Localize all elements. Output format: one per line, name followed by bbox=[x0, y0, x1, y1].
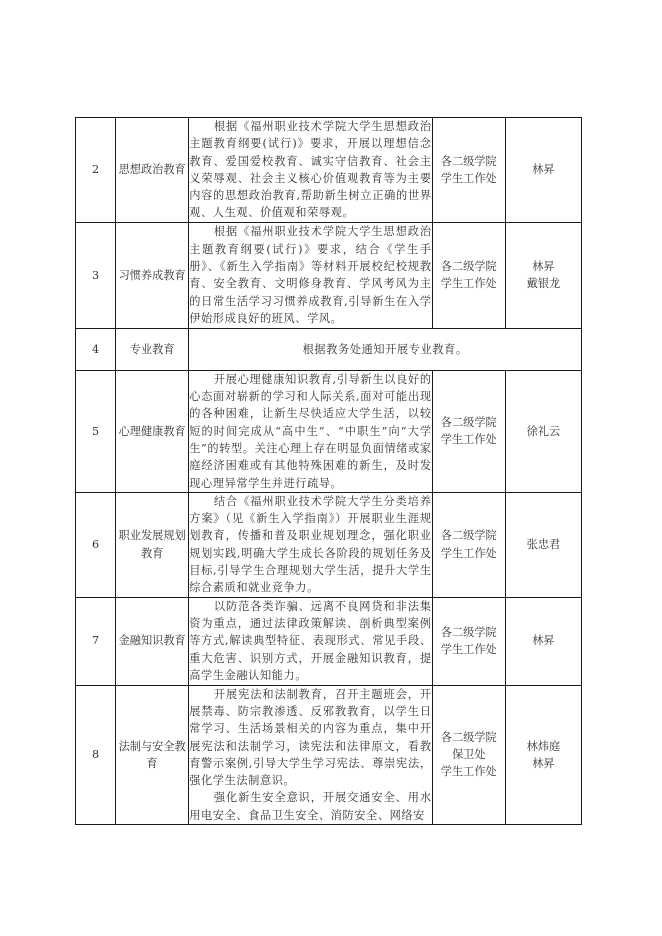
responsible-dept bbox=[432, 222, 505, 328]
table-row bbox=[76, 492, 582, 597]
merged-content: 根据教务处通知开展专业教育。 bbox=[189, 328, 582, 370]
item-content bbox=[189, 118, 432, 223]
item-content bbox=[189, 685, 432, 824]
row-number: 2 bbox=[76, 118, 116, 223]
item-name: 金融知识教育 bbox=[116, 597, 189, 685]
item-name: 心理健康教育 bbox=[116, 370, 189, 492]
table-row bbox=[76, 118, 582, 223]
item-name: 法制与安全教育 bbox=[116, 685, 189, 824]
table-row bbox=[76, 597, 582, 685]
dept-line: 各二级学院 bbox=[440, 154, 497, 168]
content-paragraph: 强化新生安全意识，开展交通安全、用水用电安全、食品卫生安全、消防安全、网络安 bbox=[189, 791, 432, 822]
responsible-dept bbox=[432, 597, 505, 685]
person-line: 林昇 bbox=[532, 634, 555, 648]
table-row bbox=[76, 685, 582, 824]
table-row bbox=[76, 222, 582, 328]
content-paragraph: 根据《福州职业技术学院大学生思想政治主题教育纲要(试行)》要求，结合《学生手册》、《新生入学指南》等材料开展校纪校规教育、安全教育、文明修身教育、学风考风为主的日常生活学习习惯养成教育,引导新生在入学伊始形成良好的班风、学风。 bbox=[189, 225, 432, 325]
person-line: 张忠君 bbox=[526, 538, 561, 552]
responsible-person bbox=[505, 118, 581, 223]
item-content bbox=[189, 370, 432, 492]
content-paragraph: 开展心理健康知识教育,引导新生以良好的心态面对崭新的学习和人际关系,面对可能出现的各种困难，让新生尽快适应大学生活，以较短的时间完成从“高中生”、“中职生”向“大学生”的转型。关注心理上存在明显负面情绪或家庭经济困难或有其他特殊困难的新生，及时发现心理异常学生并进行疏导。 bbox=[189, 372, 432, 490]
item-content bbox=[189, 492, 432, 597]
row-number: 4 bbox=[76, 328, 116, 370]
row-number: 8 bbox=[76, 685, 116, 824]
content-paragraph: 结合《福州职业技术学院大学生分类培养方案》（见《新生入学指南》）开展职业生涯规划教育，传播和普及职业规划理念，强化职业规划实践,明确大学生成长各阶段的规划任务及目标,引导学生合理规划大学生活，提升大学生综合素质和就业竞争力。 bbox=[189, 494, 432, 595]
dept-line: 各二级学院 bbox=[440, 625, 497, 639]
dept-line: 学生工作处 bbox=[440, 433, 497, 447]
dept-line: 学生工作处 bbox=[440, 546, 497, 560]
item-content bbox=[189, 597, 432, 685]
row-number: 7 bbox=[76, 597, 116, 685]
education-plan-table bbox=[75, 117, 582, 825]
dept-line: 各二级学院 bbox=[440, 730, 497, 744]
person-line: 林炜庭 bbox=[526, 739, 561, 753]
person-line: 戴银龙 bbox=[526, 277, 561, 291]
row-number: 6 bbox=[76, 492, 116, 597]
table-row bbox=[76, 370, 582, 492]
row-number: 5 bbox=[76, 370, 116, 492]
responsible-person bbox=[505, 370, 581, 492]
responsible-person bbox=[505, 597, 581, 685]
row-number: 3 bbox=[76, 222, 116, 328]
content-paragraph: 以防范各类诈骗、远离不良网贷和非法集资为重点，通过法律政策解读、剖析典型案例等方式,解读典型特征、表现形式、常见手段、重大危害、识别方式，开展金融知识教育，提高学生金融认知能力。 bbox=[189, 599, 432, 683]
table-row bbox=[76, 328, 582, 370]
person-line: 林昇 bbox=[532, 756, 555, 770]
person-line: 林昇 bbox=[532, 163, 555, 177]
responsible-person bbox=[505, 685, 581, 824]
responsible-person bbox=[505, 492, 581, 597]
item-name: 职业发展规划教育 bbox=[116, 492, 189, 597]
item-name: 专业教育 bbox=[116, 328, 189, 370]
dept-line: 学生工作处 bbox=[440, 765, 497, 779]
content-paragraph: 开展宪法和法制教育，召开主题班会，开展禁毒、防宗教渗透、反邪教教育，以学生日常学习、生活场景相关的内容为重点，集中开展宪法和法制学习，读宪法和法律原文，看教育警示案例,引导大学生学习宪法、尊崇宪法，强化学生法制意识。 bbox=[189, 687, 432, 788]
dept-line: 保卫处 bbox=[451, 748, 486, 762]
person-line: 徐礼云 bbox=[526, 424, 561, 438]
content-paragraph: 根据《福州职业技术学院大学生思想政治主题教育纲要(试行)》要求，开展以理想信念教育、爱国爱校教育、诚实守信教育、社会主义荣辱观、社会主义核心价值观教育等为主要内容的思想政治教育,帮助新生树立正确的世界观、人生观、价值观和荣辱观。 bbox=[189, 120, 432, 220]
item-name: 习惯养成教育 bbox=[116, 222, 189, 328]
item-name: 思想政治教育 bbox=[116, 118, 189, 223]
dept-line: 学生工作处 bbox=[440, 643, 497, 657]
responsible-person bbox=[505, 222, 581, 328]
responsible-dept bbox=[432, 118, 505, 223]
dept-line: 学生工作处 bbox=[440, 277, 497, 291]
dept-line: 各二级学院 bbox=[440, 529, 497, 543]
responsible-dept bbox=[432, 370, 505, 492]
item-content bbox=[189, 222, 432, 328]
responsible-dept bbox=[432, 685, 505, 824]
dept-line: 学生工作处 bbox=[440, 171, 497, 185]
dept-line: 各二级学院 bbox=[440, 259, 497, 273]
dept-line: 各二级学院 bbox=[440, 416, 497, 430]
responsible-dept bbox=[432, 492, 505, 597]
person-line: 林昇 bbox=[532, 259, 555, 273]
